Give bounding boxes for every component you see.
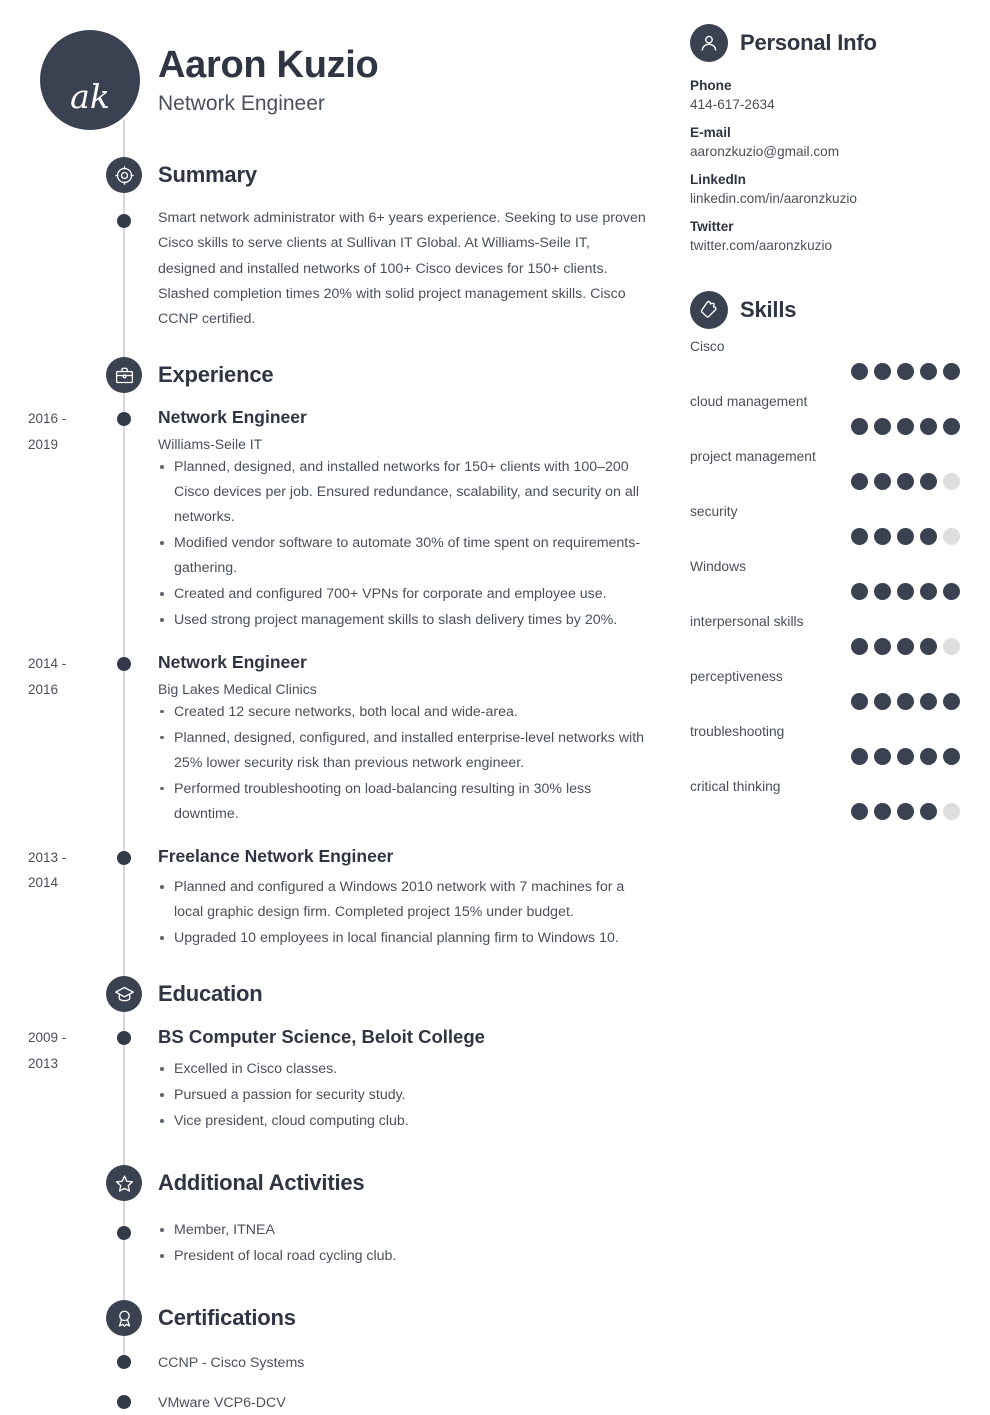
entry-title: BS Computer Science, Beloit College [158,1026,485,1048]
skill-row [690,724,960,765]
contact-value[interactable]: 414-617-2634 [690,97,775,112]
list-item: Upgraded 10 employees in local financial planning firm to Windows 10. [158,926,650,951]
summary-text: Smart network administrator with 6+ years experience. Seeking to use proven Cisco skills to serve clients at Sullivan IT Global. At Williams-Seile IT, designed and installed networks of 100+ Cisco devices for 150+ clients. Slashed completion times 20% with solid project management skills. Cisco CCNP certified. [158,210,646,328]
certification-name: VMware VCP6-DCV [158,1394,286,1411]
skill-name: Windows [690,559,746,574]
skill-dot-filled [897,638,914,655]
skill-row [690,614,960,655]
entry-bullets [158,455,650,633]
skill-dot-filled [851,583,868,600]
skill-dot-filled [943,418,960,435]
entry-title: Network Engineer [158,652,307,673]
skill-dot-filled [897,748,914,765]
skill-dot-filled [874,748,891,765]
entry-title: Network Engineer [158,407,307,428]
skill-dot-filled [943,748,960,765]
section-header-education [0,973,690,1015]
skill-dot-filled [943,693,960,710]
skill-name: Cisco [690,339,725,354]
skill-rating [690,473,960,490]
education-entry [0,1025,690,1134]
skill-dot-filled [897,363,914,380]
contact-email [690,125,960,159]
experience-entry [0,845,690,952]
skill-dot-filled [897,418,914,435]
skill-dot-filled [874,803,891,820]
skill-dot-filled [851,693,868,710]
skill-dot-filled [851,803,868,820]
avatar: ak [40,30,140,130]
skill-rating [690,363,960,380]
skill-dot-filled [920,693,937,710]
skill-dot-empty [943,473,960,490]
contact-label: Twitter [690,219,734,234]
skill-row [690,504,960,545]
skill-dot-filled [874,583,891,600]
section-header-activities [0,1162,690,1204]
skill-name: critical thinking [690,779,781,794]
skill-dot-filled [851,418,868,435]
job-title: Network Engineer [158,91,325,115]
skill-dot-filled [920,583,937,600]
name-block [158,44,378,116]
contact-value[interactable]: aaronzkuzio@gmail.com [690,144,840,159]
skill-dot-filled [851,363,868,380]
skill-dot-filled [874,638,891,655]
skill-dot-filled [897,803,914,820]
contact-label: E-mail [690,125,731,140]
skill-row [690,559,960,600]
skill-dot-filled [920,418,937,435]
entry-bullets [158,1057,650,1134]
timeline-dot [117,1395,131,1409]
target-icon [106,157,142,193]
section-title: Skills [740,297,797,322]
page-title: Aaron Kuzio [158,44,379,87]
skill-dot-filled [920,638,937,655]
skill-dot-filled [897,693,914,710]
contact-label: Phone [690,78,732,93]
entry-dates: 2016 - 2019 [28,411,67,453]
skill-name: security [690,504,738,519]
timeline-dot [117,1031,131,1045]
list-item: President of local road cycling club. [158,1244,650,1269]
skill-dot-filled [851,638,868,655]
entry-org: Williams-Seile IT [158,436,263,453]
briefcase-icon [106,357,142,393]
list-item: Member, ITNEA [158,1218,650,1243]
timeline-dot [117,1226,131,1240]
skill-name: perceptiveness [690,669,783,684]
contact-label: LinkedIn [690,172,746,187]
experience-entry [0,651,690,827]
list-item: Created 12 secure networks, both local and wide-area. [158,700,650,725]
entry-org: Big Lakes Medical Clinics [158,680,317,697]
skill-name: interpersonal skills [690,614,804,629]
section-title: Additional Activities [158,1170,365,1196]
list-item: Vice president, cloud computing club. [158,1109,650,1134]
list-item: Performed troubleshooting on load-balancing resulting in 30% less downtime. [158,777,650,827]
contact-value[interactable]: linkedin.com/in/aaronzkuzio [690,191,857,206]
skill-dot-filled [851,528,868,545]
graduation-cap-icon [106,976,142,1012]
skill-dot-filled [897,473,914,490]
section-header-skills [690,291,960,329]
skill-rating [690,418,960,435]
skill-name: cloud management [690,394,808,409]
skill-rating [690,638,960,655]
timeline-dot [117,851,131,865]
skill-dot-filled [851,473,868,490]
skill-dot-filled [920,473,937,490]
award-ribbon-icon [106,1300,142,1336]
activities-entry [0,1218,690,1269]
skill-dot-filled [874,363,891,380]
timeline-dot [117,214,131,228]
skill-rating [690,583,960,600]
list-item: Planned and configured a Windows 2010 network with 7 machines for a local graphic design firm. Completed project 15% under budget. [158,875,650,925]
certification-name: CCNP - Cisco Systems [158,1355,305,1372]
person-icon [690,24,728,62]
skill-dot-filled [920,363,937,380]
timeline-dot [117,412,131,426]
skill-dot-empty [943,528,960,545]
entry-bullets [158,875,650,951]
section-header-summary [0,154,690,196]
skill-rating [690,528,960,545]
skill-dot-filled [897,583,914,600]
list-item: Pursued a passion for security study. [158,1083,650,1108]
skill-dot-filled [943,363,960,380]
entry-bullets [158,1218,650,1269]
summary-entry [0,206,690,332]
skill-dot-filled [920,748,937,765]
skill-rating [690,693,960,710]
skill-dot-filled [874,418,891,435]
skill-name: troubleshooting [690,724,785,739]
certification-item [0,1391,690,1415]
section-header-personal-info [690,24,960,62]
skill-dot-empty [943,803,960,820]
skill-rating [690,803,960,820]
star-icon [106,1165,142,1201]
list-item: Excelled in Cisco classes. [158,1057,650,1082]
contact-linkedin [690,172,960,206]
contact-value[interactable]: twitter.com/aaronzkuzio [690,238,833,253]
skill-row [690,394,960,435]
skill-dot-filled [920,528,937,545]
skill-dot-filled [874,528,891,545]
contact-phone [690,78,960,112]
skills-list [690,339,960,820]
certification-item [0,1351,690,1375]
resume-header [0,28,690,132]
entry-title: Freelance Network Engineer [158,845,394,866]
skill-row [690,779,960,820]
list-item: Used strong project management skills to slash delivery times by 20%. [158,608,650,633]
skill-row [690,449,960,490]
section-title: Experience [158,362,274,388]
skill-dot-filled [851,748,868,765]
section-title: Certifications [158,1305,296,1331]
entry-dates: 2013 - 2014 [28,849,67,891]
skill-row [690,669,960,710]
entry-dates: 2014 - 2016 [28,656,67,697]
skill-dot-filled [874,693,891,710]
skill-dot-empty [943,638,960,655]
entry-dates: 2009 - 2013 [28,1030,67,1072]
section-header-experience [0,354,690,396]
list-item: Modified vendor software to automate 30% of time spent on requirements-gathering. [158,531,650,581]
skill-dot-filled [897,528,914,545]
skill-dot-filled [874,473,891,490]
timeline-dot [117,657,131,671]
skill-dot-filled [943,583,960,600]
timeline-dot [117,1355,131,1369]
puzzle-piece-icon [690,291,728,329]
skill-name: project management [690,449,816,464]
section-title: Education [158,981,263,1007]
section-header-certifications [0,1297,690,1339]
section-title: Summary [158,162,257,187]
list-item: Planned, designed, and installed networks for 150+ clients with 100–200 Cisco devices per job. Ensured redundance, scalability, and security on all networks. [158,455,650,530]
skill-rating [690,748,960,765]
entry-bullets [158,700,650,827]
skill-dot-filled [920,803,937,820]
list-item: Planned, designed, configured, and installed enterprise-level networks with 25% lower security risk than previous network engineer. [158,726,650,776]
skill-row [690,339,960,380]
experience-entry [0,406,690,633]
contact-twitter [690,219,960,253]
sidebar [690,0,990,1400]
section-title: Personal Info [740,30,877,55]
list-item: Created and configured 700+ VPNs for corporate and employee use. [158,582,650,607]
